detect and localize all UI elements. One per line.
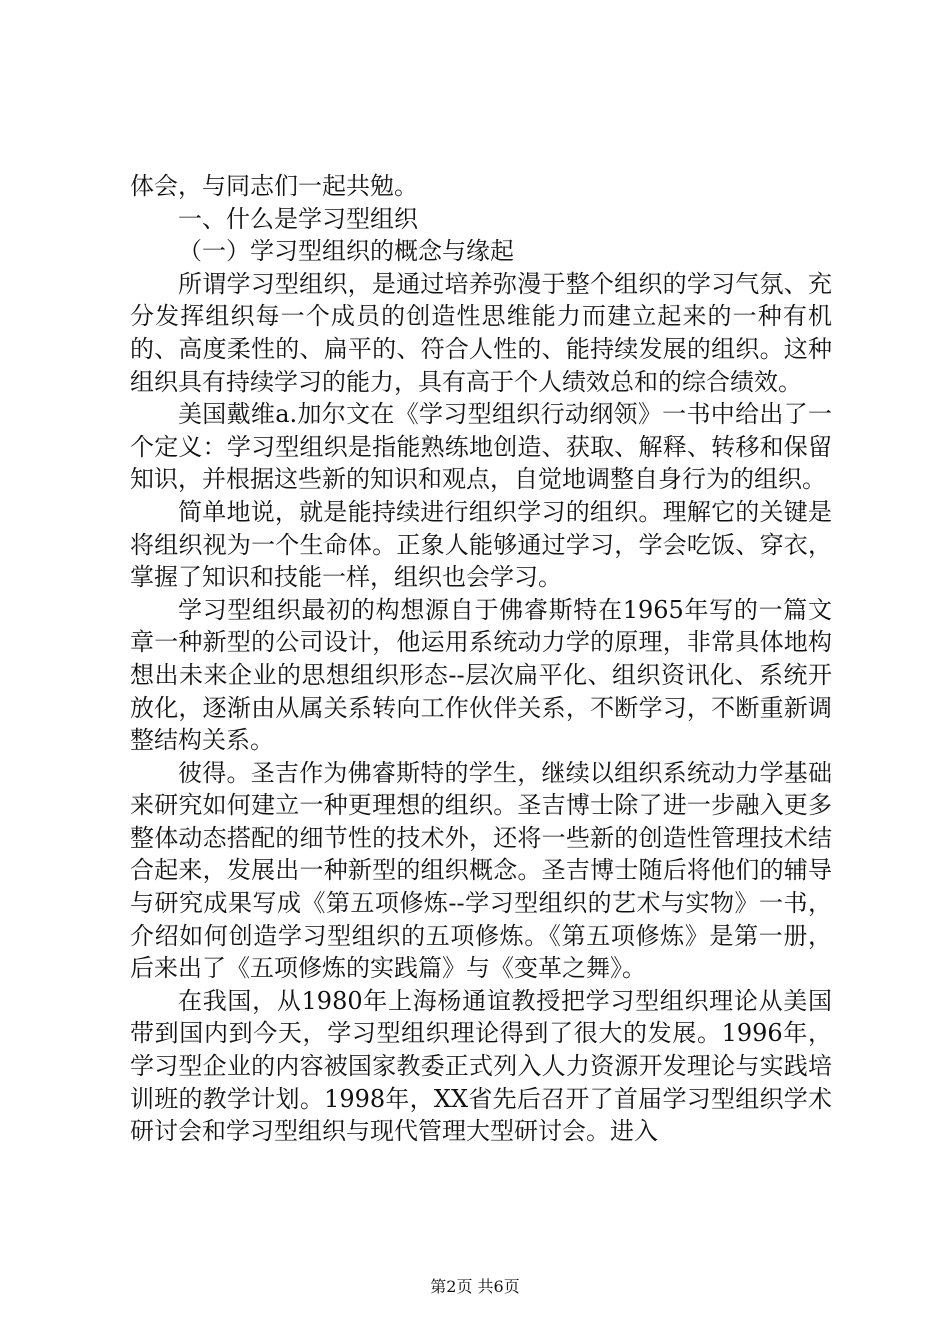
paragraph-senge: 彼得。圣吉作为佛睿斯特的学生，继续以组织系统动力学基础来研究如何建立一种更理想的组织。圣吉博士除了进一步融入更多整体动态搭配的细节性的技术外，还将一些新的创造性管理技术结合起来，发展出一种新型的组织概念。圣吉博士随后将他们的辅导与研究成果写成《第五项修炼--学习型组织的艺术与实物》一书，介绍如何创造学习型组织的五项修炼。《第五项修炼》是第一册，后来出了《五项修炼的实践篇》与《变革之舞》。	[130, 758, 832, 983]
paragraph-garvin: 美国戴维a.加尔文在《学习型组织行动纲领》一书中给出了一个定义：学习型组织是指能熟练地创造、获取、解释、转移和保留知识，并根据这些新的知识和观点，自觉地调整自身行为的组织。	[130, 400, 832, 494]
document-body	[130, 170, 832, 1148]
page-number: 第2页 共6页	[430, 1277, 520, 1296]
paragraph-continuation: 体会，与同志们一起共勉。	[130, 172, 418, 200]
subsection-heading: （一）学习型组织的概念与缘起	[178, 237, 514, 266]
section-heading: 一、什么是学习型组织	[178, 204, 418, 233]
paragraph-definition: 所谓学习型组织，是通过培养弥漫于整个组织的学习气氛、充分发挥组织每一个成员的创造性思维能力而建立起来的一种有机的、高度柔性的、扁平的、符合人性的、能持续发展的组织。这种组织具有持续学习的能力，具有高于个人绩效总和的综合绩效。	[130, 269, 832, 396]
paragraph-simple: 简单地说，就是能持续进行组织学习的组织。理解它的关键是将组织视为一个生命体。正象人能够通过学习，学会吃饭、穿衣，掌握了知识和技能一样，组织也会学习。	[130, 497, 832, 592]
paragraph-forrester: 学习型组织最初的构想源自于佛睿斯特在1965年写的一篇文章一种新型的公司设计，他运用系统动力学的原理，非常具体地构想出未来企业的思想组织形态--层次扁平化、组织资讯化、系统开放化，逐渐由从属关系转向工作伙伴关系，不断学习，不断重新调整结构关系。	[130, 595, 832, 755]
paragraph-china: 在我国，从1980年上海杨通谊教授把学习型组织理论从美国带到国内到今天，学习型组织理论得到了很大的发展。1996年，学习型企业的内容被国家教委正式列入人力资源开发理论与实践培训班的教学计划。1998年，XX省先后召开了首届学习型组织学术研讨会和学习型组织与现代管理大型研讨会。进入	[130, 986, 832, 1146]
